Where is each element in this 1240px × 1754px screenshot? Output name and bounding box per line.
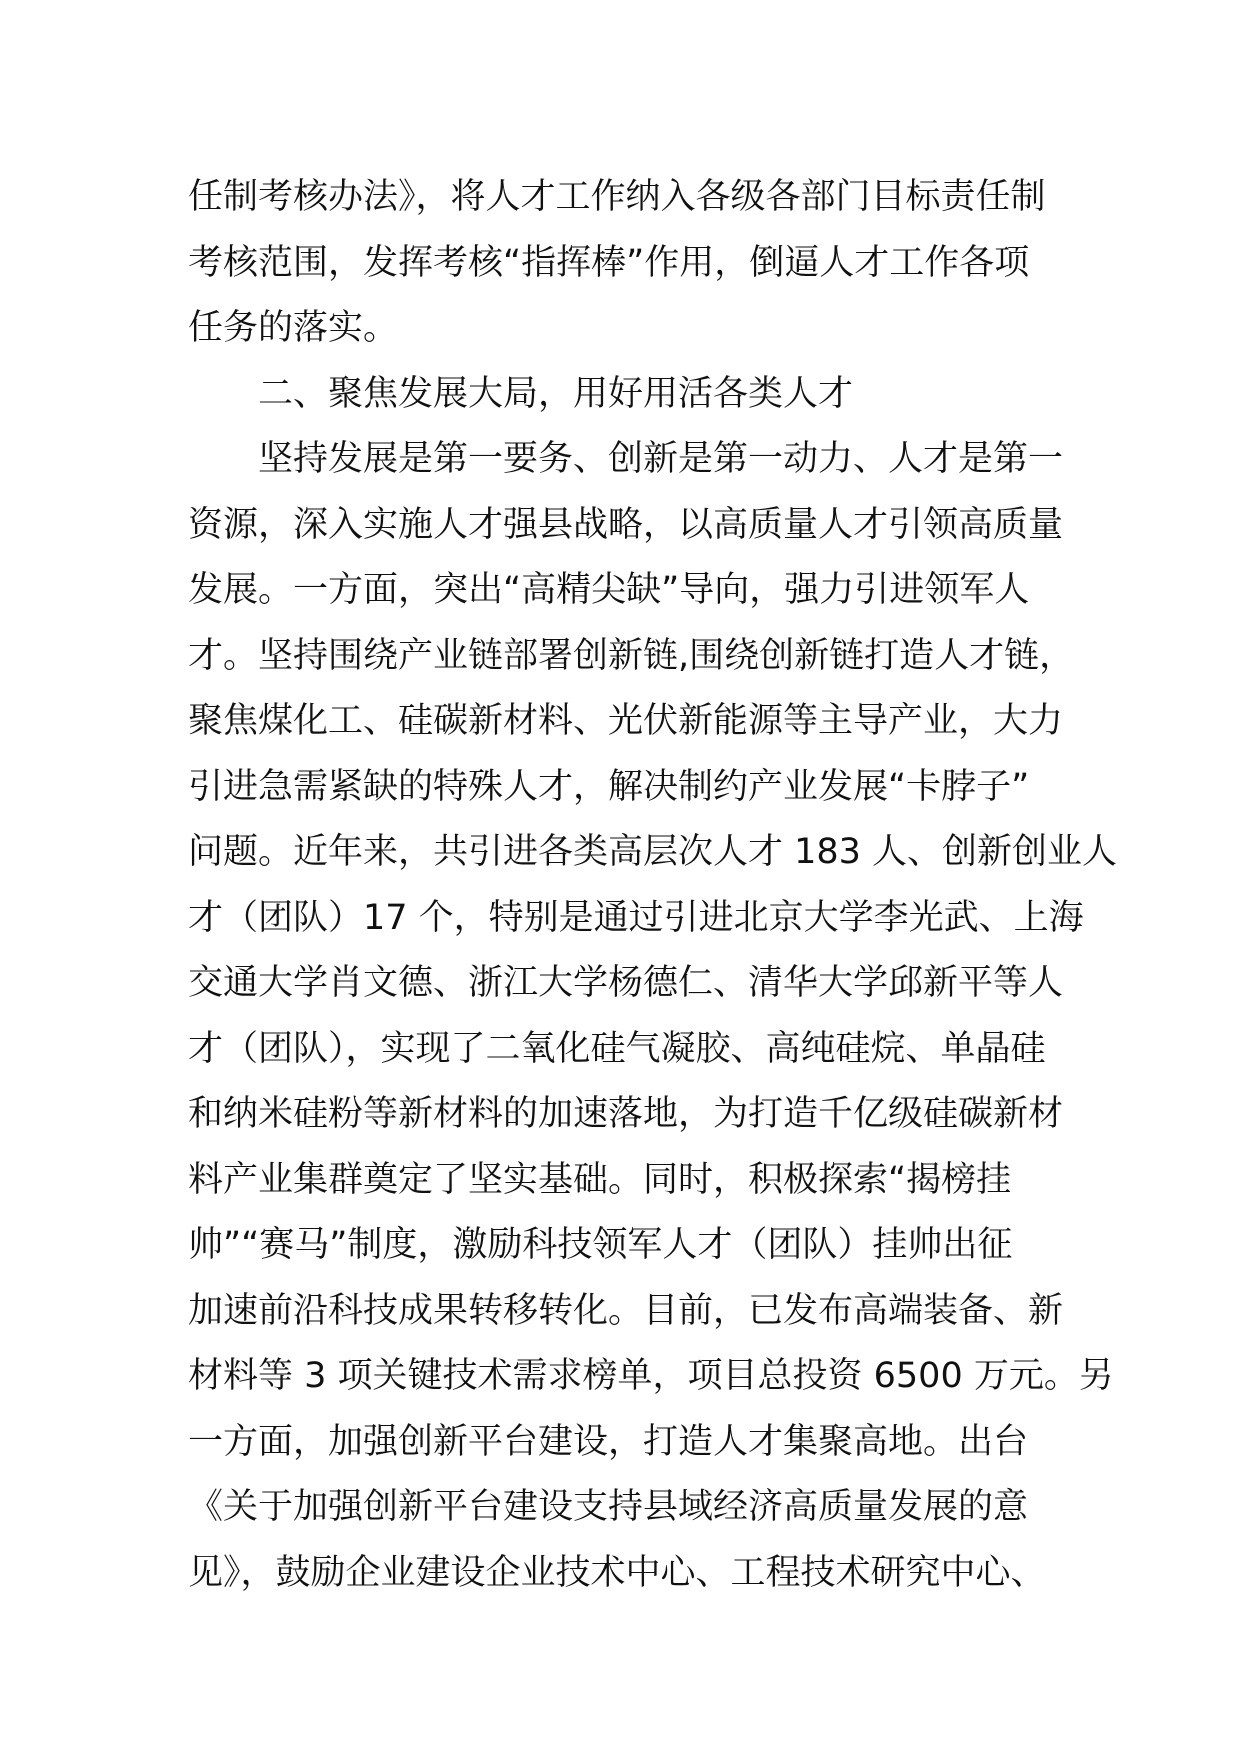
text-line-12: 才（团队）17 个，特别是通过引进北京大学李光武、上海 [188, 897, 1084, 938]
text-line-17: 帅”“赛马”制度，激励科技领军人才（团队）挂帅出征 [188, 1225, 1013, 1265]
document-body [188, 165, 1118, 1606]
text-line-21: 《关于加强创新平台建设支持县域经济高质量发展的意 [188, 1487, 1029, 1527]
text-line-20: 一方面，加强创新平台建设，打造人才集聚高地。出台 [188, 1421, 1029, 1462]
paragraph-first-line: 坚持发展是第一要务、创新是第一动力、人才是第一 [258, 439, 1064, 479]
text-line-6: 资源，深入实施人才强县战略，以高质量人才引领高质量 [188, 504, 1064, 545]
text-line-13: 交通大学肖文德、浙江大学杨德仁、清华大学邱新平等人 [188, 963, 1064, 1003]
text-line-10: 引进急需紧缺的特殊人才，解决制约产业发展“卡脖子” [188, 766, 1030, 807]
text-line-1: 任制考核办法》，将人才工作纳入各级各部门目标责任制 [188, 177, 1046, 217]
text-line-7: 发展。一方面，突出“高精尖缺”导向，强力引进领军人 [188, 570, 1030, 610]
text-line-9: 聚焦煤化工、硅碳新材料、光伏新能源等主导产业，大力 [188, 701, 1064, 741]
text-line-14: 才（团队），实现了二氧化硅气凝胶、高纯硅烷、单晶硅 [188, 1028, 1046, 1069]
text-line-16: 料产业集群奠定了坚实基础。同时，积极探索“揭榜挂 [188, 1159, 1012, 1200]
section-heading: 二、聚焦发展大局，用好用活各类人才 [258, 373, 854, 414]
text-line-11: 问题。近年来，共引进各类高层次人才 183 人、创新创业人 [188, 832, 1118, 872]
text-line-22: 见》，鼓励企业建设企业技术中心、工程技术研究中心、 [188, 1552, 1046, 1593]
text-line-2: 考核范围，发挥考核“指挥棒”作用，倒逼人才工作各项 [188, 242, 1030, 283]
text-line-8: 才。坚持围绕产业链部署创新链,围绕创新链打造人才链， [188, 635, 1075, 676]
text-line-18: 加速前沿科技成果转移转化。目前，已发布高端装备、新 [188, 1290, 1064, 1331]
text-line-3: 任务的落实。 [188, 308, 399, 348]
text-line-15: 和纳米硅粉等新材料的加速落地，为打造千亿级硅碳新材 [188, 1094, 1064, 1134]
text-line-19: 材料等 3 项关键技术需求榜单，项目总投资 6500 万元。另 [188, 1356, 1114, 1396]
